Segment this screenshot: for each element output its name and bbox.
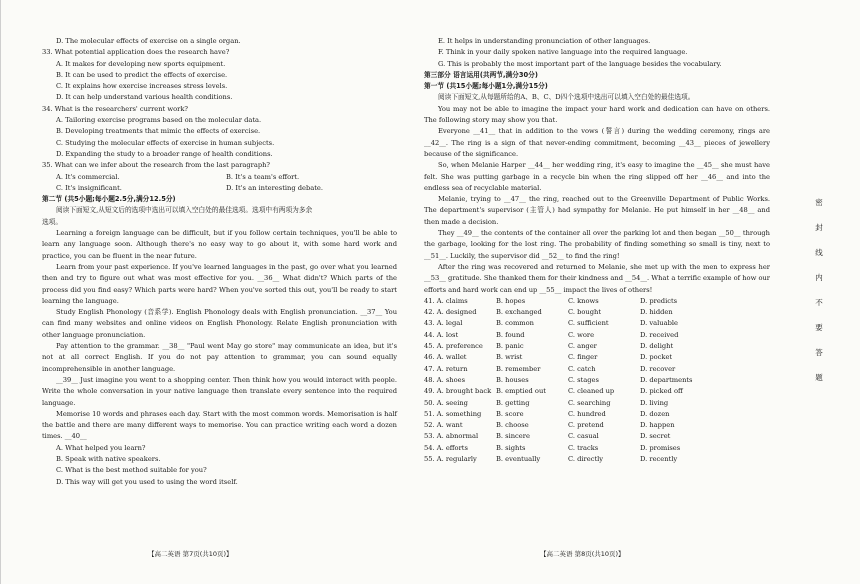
option: C. What is the best method suitable for you? bbox=[56, 466, 207, 475]
choice-option: B. remember bbox=[496, 364, 541, 373]
choice-option: D. happen bbox=[640, 421, 675, 430]
choice-row bbox=[424, 296, 770, 307]
choice-option: C. directly bbox=[568, 454, 604, 463]
choice-option: 48. A. shoes bbox=[424, 375, 465, 384]
choice-option: D. dozen bbox=[640, 409, 670, 418]
margin-char: 内 bbox=[815, 273, 823, 282]
margin-char: 密 bbox=[815, 198, 823, 207]
choice-option: C. bought bbox=[568, 308, 602, 317]
margin-char: 不 bbox=[815, 298, 823, 307]
choice-option: B. common bbox=[496, 319, 534, 328]
choice-option: B. wrist bbox=[496, 353, 523, 362]
option: D. It can help understand various health conditions. bbox=[56, 93, 233, 102]
choice-option: B. sincere bbox=[496, 432, 530, 441]
page-edge bbox=[0, 0, 1, 584]
choice-option: B. emptied out bbox=[496, 387, 546, 396]
passage-paragraph: So, when Melanie Harper __44__ her wedding ring, it's easy to imagine the __45__ she must have felt. She was putting garbage in a recycle bin when the ring slipped off her __46__ and into the endless sea of recyclable material. bbox=[424, 161, 770, 192]
choice-option: 52. A. want bbox=[424, 421, 463, 430]
choice-option: C. finger bbox=[568, 353, 598, 362]
passage-paragraph: After the ring was recovered and returned to Melanie, she met up with the men to express her __53__ gratitude. She thanked them for their kindness and __54__. What a terrific example of how our efforts and hard work can end up __55__ impact the lives of others! bbox=[424, 262, 770, 294]
passage-paragraph: Study English Phonology (音系学). English Phonology deals with English pronunciation. __37__ You can find many websites and online videos on English Phonology. Relate English pronunciation with other language pronunciation. bbox=[42, 308, 397, 339]
page-footer: 【高二英语 第7页(共10页)】 bbox=[148, 550, 233, 558]
choice-row bbox=[424, 454, 770, 465]
choice-option: D. hidden bbox=[640, 308, 673, 317]
choice-option: C. searching bbox=[568, 398, 611, 407]
option: A. It makes for developing new sports equipment. bbox=[56, 59, 226, 68]
margin-char: 答 bbox=[815, 348, 823, 357]
choice-option: D. delight bbox=[640, 342, 674, 351]
choice-option: C. anger bbox=[568, 342, 597, 351]
option: E. It helps in understanding pronunciation of other languages. bbox=[438, 37, 651, 45]
q35-options bbox=[42, 172, 397, 195]
choice-option: B. houses bbox=[496, 375, 529, 384]
choice-option: 51. A. something bbox=[424, 409, 482, 418]
section-title: 第一节 (共15小题;每小题1分,满分15分) bbox=[424, 82, 548, 91]
margin-char: 题 bbox=[815, 373, 823, 382]
choice-option: 41. A. claims bbox=[424, 296, 468, 305]
passage-paragraph: Learn from your past experience. If you've learned languages in the past, go over what you learned then and try to figure out what was most effective for you. __36__ What didn't? Which parts of the process did you find easy? Which parts were hard? When you've sorted this out, you'll be ready to start learning the language. bbox=[42, 262, 397, 305]
choice-option: B. choose bbox=[496, 421, 529, 430]
binding-margin-note bbox=[809, 190, 829, 390]
choice-option: B. eventually bbox=[496, 454, 541, 463]
section-title: 第二节 (共5小题;每小题2.5分,满分12.5分) bbox=[42, 195, 176, 204]
choice-option: D. recently bbox=[640, 454, 678, 463]
choice-option: 53. A. abnormal bbox=[424, 432, 479, 441]
choice-option: D. promises bbox=[640, 443, 681, 452]
choice-row bbox=[424, 409, 770, 420]
option: D. Expanding the study to a broader range of health conditions. bbox=[56, 149, 273, 158]
passage-paragraph: They __49__ the contents of the container all over the parking lot and then began __50__ through the garbage, looking for the lost ring. The probability of finding something so small is tiny, next to __51__. Luckily, the supervisor did __52__ to find the ring! bbox=[424, 229, 770, 260]
instruction: 阅读下面短文,从短文后的选项中选出可以填入空白处的最佳选项。选项中有两项为多余 bbox=[56, 206, 313, 215]
choice-option: D. departments bbox=[640, 375, 693, 384]
page-footer: 【高二英语 第8页(共10页)】 bbox=[540, 550, 625, 558]
choice-row bbox=[424, 307, 770, 318]
margin-char: 封 bbox=[815, 223, 823, 232]
passage-paragraph: Pay attention to the grammar. __38__ "Paul went May go store" may communicate an idea, but it's not at all correct English. If you do not pay attention to grammar, you can sound equally incomprehensible in another language. bbox=[42, 342, 397, 373]
choice-option: 47. A. return bbox=[424, 364, 468, 373]
option: B. Developing treatments that mimic the effects of exercise. bbox=[56, 127, 261, 136]
left-column bbox=[42, 36, 397, 488]
question-stem: 33. What potential application does the research have? bbox=[42, 48, 230, 57]
choice-option: B. panic bbox=[496, 342, 524, 351]
question-lines bbox=[42, 36, 397, 172]
choice-row bbox=[424, 398, 770, 409]
choice-option: C. casual bbox=[568, 432, 599, 441]
option: C. It explains how exercise increases stress levels. bbox=[56, 82, 228, 91]
choice-option: B. sights bbox=[496, 443, 526, 452]
choice-row bbox=[424, 386, 770, 397]
choice-option: D. pocket bbox=[640, 353, 673, 362]
choice-option: C. pretend bbox=[568, 421, 604, 430]
choice-option: C. hundred bbox=[568, 409, 606, 418]
choice-option: 49. A. brought back bbox=[424, 387, 492, 396]
choice-option: C. catch bbox=[568, 364, 596, 373]
option: D. This way will get you used to using the word itself. bbox=[56, 477, 238, 486]
option: C. Studying the molecular effects of exercise in human subjects. bbox=[56, 138, 275, 147]
choice-option: D. secret bbox=[640, 432, 671, 441]
passage-paragraph: Everyone __41__ that in addition to the vows (誓言) during the wedding ceremony, rings are __42__. The ring is a sign of that never-ending commitment, becoming __43__ pieces of jewellery because of the significance. bbox=[424, 127, 770, 158]
choice-option: B. exchanged bbox=[496, 308, 542, 317]
choice-option: D. predicts bbox=[640, 296, 678, 305]
margin-char: 线 bbox=[815, 248, 823, 257]
choice-option: 46. A. wallet bbox=[424, 353, 467, 362]
choice-option: 54. A. efforts bbox=[424, 443, 468, 452]
option: D. The molecular effects of exercise on a single organ. bbox=[56, 37, 241, 45]
choice-option: D. living bbox=[640, 398, 669, 407]
choice-option: B. score bbox=[496, 409, 524, 418]
choice-option: C. knows bbox=[568, 296, 599, 305]
choice-option: C. tracks bbox=[568, 443, 599, 452]
choice-option: 42. A. designed bbox=[424, 308, 477, 317]
option: B. It can be used to predict the effects of exercise. bbox=[56, 70, 228, 79]
right-column bbox=[424, 36, 770, 465]
choice-option: C. cleaned up bbox=[568, 387, 615, 396]
choice-option: B. found bbox=[496, 330, 525, 339]
choice-option: B. getting bbox=[496, 398, 530, 407]
choice-row bbox=[424, 420, 770, 431]
choice-option: D. valuable bbox=[640, 319, 678, 328]
option: F. Think in your daily spoken native language into the required language. bbox=[438, 48, 688, 57]
choice-row bbox=[424, 341, 770, 352]
choice-row bbox=[424, 330, 770, 341]
instruction: 选项。 bbox=[42, 217, 63, 226]
part-title: 第三部分 语言运用(共两节,满分30分) bbox=[424, 70, 538, 79]
choice-option: D. recover bbox=[640, 364, 676, 373]
option: A. Tailoring exercise programs based on the molecular data. bbox=[56, 116, 262, 125]
option: D. It's an interesting debate. bbox=[226, 183, 324, 192]
passage-paragraph: You may not be able to imagine the impact your hard work and dedication can have on others. The following story may show you that. bbox=[424, 104, 770, 125]
question-stem: 34. What is the researchers' current work? bbox=[42, 104, 188, 113]
passage-paragraph: __39__ Just imagine you went to a shopping center. Then think how you would interact with people. Write the whole conversation in your native language then translate every sentence into the required language. bbox=[42, 375, 397, 407]
choice-table bbox=[424, 296, 770, 465]
passage-paragraph: Learning a foreign language can be difficult, but if you follow certain techniques, you'll be able to learn any language soon. Although there's no easy way to go about it, with some hard work and practice, you can be fluent in the near future. bbox=[42, 229, 397, 260]
question-stem: 35. What can we infer about the research from the last paragraph? bbox=[42, 161, 271, 170]
choice-option: B. hopes bbox=[496, 296, 526, 305]
choice-option: 50. A. seeing bbox=[424, 398, 468, 407]
option: A. It's commercial. bbox=[56, 172, 120, 181]
instruction: 阅读下面短文,从每题所给的A、B、C、D四个选项中选出可以填入空白处的最佳选项。 bbox=[438, 93, 695, 102]
choice-option: 43. A. legal bbox=[424, 319, 463, 328]
choice-row bbox=[424, 375, 770, 386]
option: G. This is probably the most important part of the language besides the vocabulary. bbox=[438, 59, 722, 68]
choice-row bbox=[424, 352, 770, 363]
choice-row bbox=[424, 443, 770, 454]
choice-option: C. stages bbox=[568, 375, 599, 384]
passage-paragraph: Melanie, trying to __47__ the ring, reached out to the Greenville Department of Public Works. The department's supervisor (主管人) had sympathy for Melanie. He put himself in her __48__ and then made a decision. bbox=[424, 195, 770, 226]
choice-option: D. picked off bbox=[640, 387, 683, 396]
choice-option: 44. A. lost bbox=[424, 330, 459, 339]
choice-option: C. sufficient bbox=[568, 319, 609, 328]
choice-option: C. wore bbox=[568, 330, 595, 339]
choice-row bbox=[424, 431, 770, 442]
choice-option: 45. A. preference bbox=[424, 342, 483, 351]
option: B. Speak with native speakers. bbox=[56, 454, 161, 463]
option: A. What helped you learn? bbox=[56, 443, 146, 452]
choice-option: D. received bbox=[640, 330, 679, 339]
margin-char: 要 bbox=[815, 323, 823, 332]
choice-row bbox=[424, 318, 770, 329]
choice-option: 55. A. regularly bbox=[424, 454, 477, 463]
passage-paragraph: Memorise 10 words and phrases each day. Start with the most common words. Memorisation is half the battle and there are many different ways to memorise. You can practice writing each word a dozen times. __40__ bbox=[42, 409, 397, 441]
choice-row bbox=[424, 364, 770, 375]
option: B. It's a team's effort. bbox=[226, 172, 300, 181]
option: C. It's insignificant. bbox=[56, 183, 122, 192]
